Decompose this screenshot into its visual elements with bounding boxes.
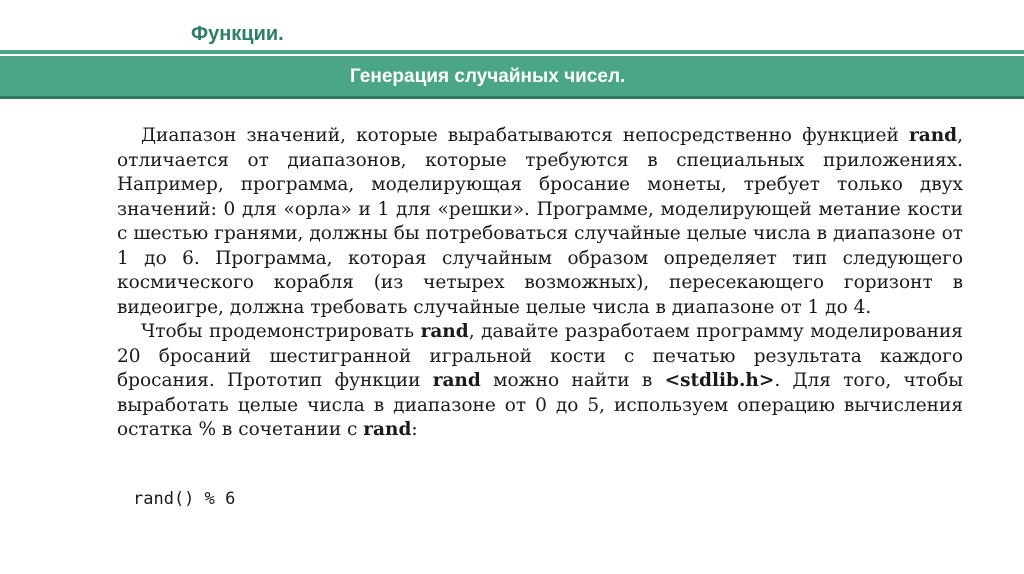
slide-header-title: Функции.: [191, 23, 284, 45]
paragraph-1-text-a: Диапазон значений, которые вырабатываются непосредственно функцией: [141, 125, 899, 146]
paragraph-2: [117, 320, 963, 443]
section-title: Генерация случайных чисел.: [350, 66, 626, 87]
paragraph-2-text-a: Чтобы продемонстрировать: [141, 321, 415, 342]
paragraph-1: [117, 124, 963, 320]
keyword-rand: rand: [908, 125, 958, 146]
paragraph-1-text-b: , отличается от диапазонов, которые требуются в специальных приложениях. Например, программа, моделирующая бросание монеты, требует только двух значений: 0 для «орла» и 1 для «решки». Программе, моделирующей метание кости с шестью гранями, должны бы потребоваться случайные целые числа в диапазоне от 1 до 6. Программа, которая случайным образом определяет тип следующего космического корабля (из четырех возможных), пересекающего горизонт в видеоигре, должна требовать случайные целые числа в диапазоне от 1 до 4.: [117, 125, 963, 318]
paragraph-2-text-c: можно найти в: [493, 370, 653, 391]
paragraph-2-text-e: :: [411, 419, 418, 440]
paragraph-2-text-d: . Для того, чтобы выработать целые числа в диапазоне от 0 до 5, используем операцию вычисления остатка % в сочетании с: [117, 370, 963, 440]
header-divider: [0, 50, 1024, 54]
keyword-rand: rand: [363, 419, 412, 440]
body-text: [117, 124, 963, 443]
keyword-rand: rand: [420, 321, 469, 342]
code-example: rand() % 6: [133, 489, 236, 509]
keyword-stdlib-header: <stdlib.h>: [664, 370, 775, 391]
paragraph-2-text-b: , давайте разработаем программу моделирования 20 бросаний шестигранной игральной кости с печатью результата каждого бросания. Прототип функции: [117, 321, 963, 391]
keyword-rand: rand: [432, 370, 481, 391]
section-banner: [0, 56, 1024, 99]
